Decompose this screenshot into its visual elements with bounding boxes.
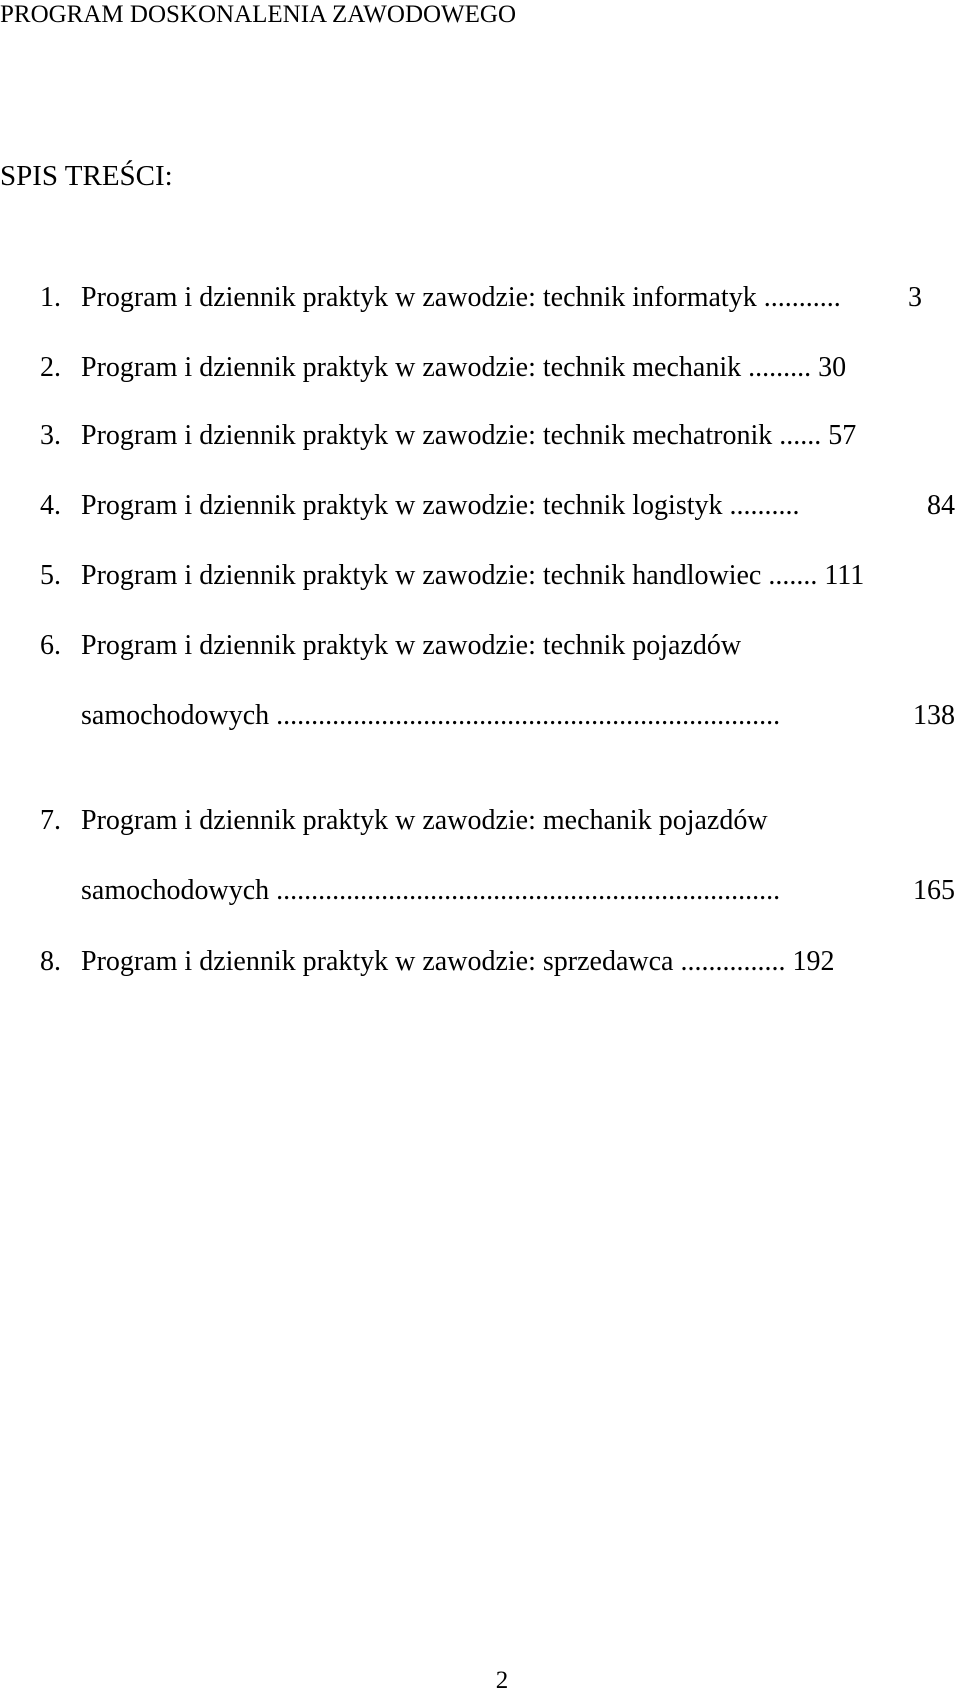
toc-entry-page: 165 <box>913 875 955 906</box>
toc-entry-text: samochodowych ........................................................................ <box>81 700 781 731</box>
toc-entry-number: 3. <box>40 420 61 451</box>
toc-entry-text: samochodowych ........................................................................ <box>81 875 781 906</box>
toc-entry-number: 8. <box>40 946 61 977</box>
toc-entry-page: 138 <box>913 700 955 731</box>
toc-entry-text: Program i dziennik praktyk w zawodzie: technik mechatronik ...... 57 <box>81 420 857 451</box>
toc-entry-number: 5. <box>40 560 61 591</box>
toc-entry-page: 3 <box>908 282 922 313</box>
page-number: 2 <box>495 1667 509 1694</box>
toc-entry-number: 7. <box>40 805 61 836</box>
toc-entry-number: 4. <box>40 490 61 521</box>
toc-entry-text: Program i dziennik praktyk w zawodzie: sprzedawca ............... 192 <box>81 946 835 977</box>
page-header: PROGRAM DOSKONALENIA ZAWODOWEGO <box>0 1 517 28</box>
toc-entry-number: 1. <box>40 282 61 313</box>
toc-entry-number: 6. <box>40 630 61 661</box>
toc-entry-text: Program i dziennik praktyk w zawodzie: technik logistyk .......... <box>81 490 800 521</box>
toc-entry-page: 84 <box>927 490 955 521</box>
toc-entry-text: Program i dziennik praktyk w zawodzie: technik informatyk ........... <box>81 282 841 313</box>
toc-title: SPIS TREŚCI: <box>0 160 173 192</box>
toc-entry-text: Program i dziennik praktyk w zawodzie: technik handlowiec ....... 111 <box>81 560 865 591</box>
toc-entry-text: Program i dziennik praktyk w zawodzie: mechanik pojazdów <box>81 805 768 836</box>
toc-entry-text: Program i dziennik praktyk w zawodzie: technik pojazdów <box>81 630 742 661</box>
toc-entry-number: 2. <box>40 352 61 383</box>
toc-entry-text: Program i dziennik praktyk w zawodzie: technik mechanik ......... 30 <box>81 352 847 383</box>
